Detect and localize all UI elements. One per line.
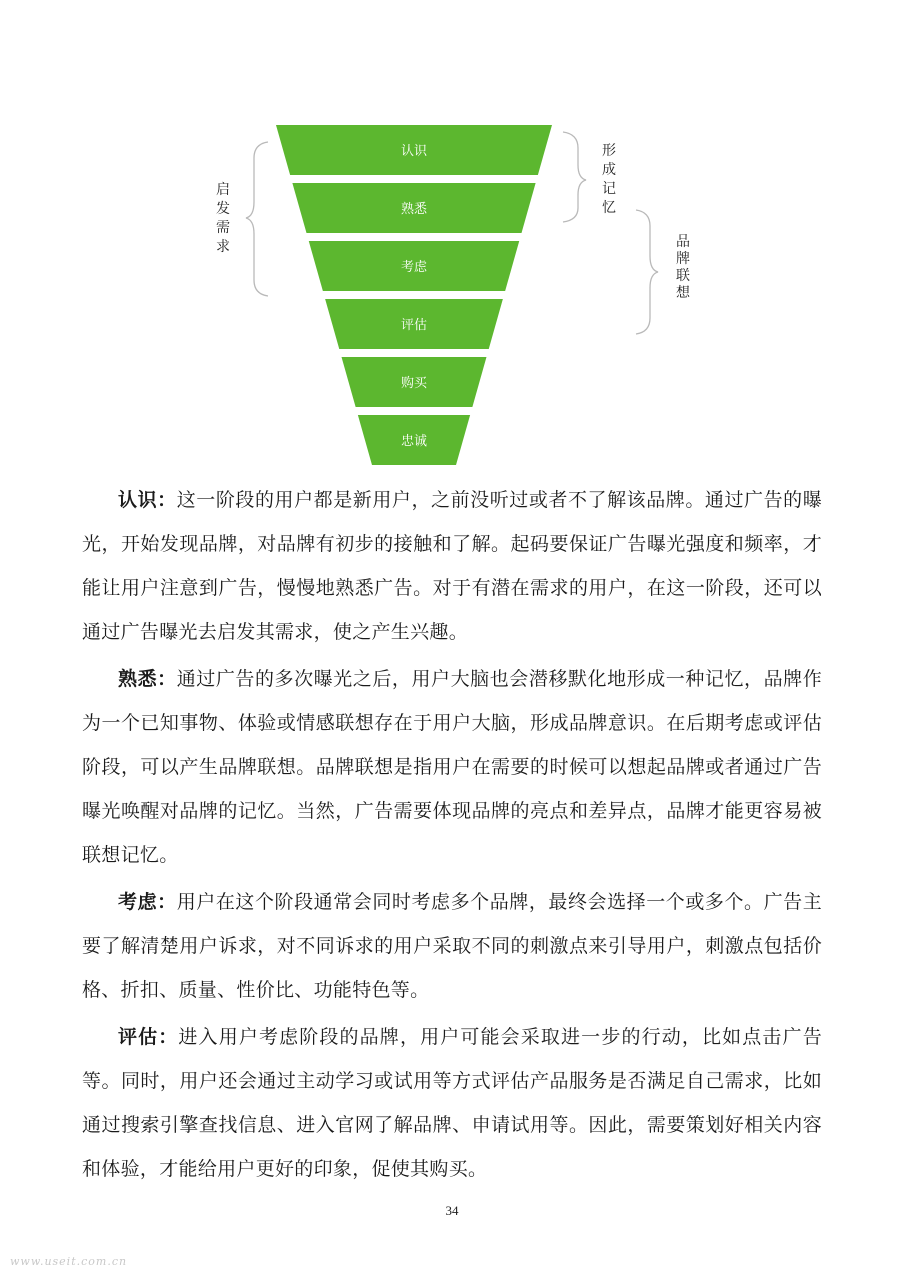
paragraph-pinggu [82,1015,822,1191]
left-bracket-label: 启发需求 [216,182,230,255]
right-lower-bracket [636,210,658,334]
left-bracket [246,142,268,296]
paragraph-text: 通过广告的多次曝光之后，用户大脑也会潜移默化地形成一种记忆，品牌作为一个已知事物、体验或情感联想存在于用户大脑，形成品牌意识。在后期考虑或评估阶段，可以产生品牌联想。品牌联想是指用户在需要的时候可以想起品牌或者通过广告曝光唤醒对品牌的记忆。当然，广告需要体现品牌的亮点和差异点，品牌才能更容易被联想记忆。 [82,668,823,866]
funnel-stage-label: 熟悉 [400,202,428,217]
paragraph-text: 用户在这个阶段通常会同时考虑多个品牌，最终会选择一个或多个。广告主要了解清楚用户诉求，对不同诉求的用户采取不同的刺激点来引导用户，刺激点包括价格、折扣、质量、性价比、功能特色等。 [82,891,823,1001]
funnel-stage-label: 购买 [400,376,428,391]
funnel-stage-label: 认识 [400,144,428,159]
funnel-stages [276,125,552,465]
paragraph-heading: 评估： [118,1026,179,1048]
paragraph-heading: 认识： [118,489,177,511]
right-lower-label: 品牌联想 [676,234,690,301]
paragraph-text: 这一阶段的用户都是新用户，之前没听过或者不了解该品牌。通过广告的曝光，开始发现品牌，对品牌有初步的接触和了解。起码要保证广告曝光强度和频率，才能让用户注意到广告，慢慢地熟悉广告。对于有潜在需求的用户，在这一阶段，还可以通过广告曝光去启发其需求，使之产生兴趣。 [82,489,823,643]
paragraph-text: 进入用户考虑阶段的品牌，用户可能会采取进一步的行动，比如点击广告等。同时，用户还会通过主动学习或试用等方式评估产品服务是否满足自己需求，比如通过搜索引擎查找信息、进入官网了解品牌、申请试用等。因此，需要策划好相关内容和体验，才能给用户更好的印象，促使其购买。 [82,1026,822,1180]
paragraph-heading: 考虑： [118,891,177,913]
paragraph-heading: 熟悉： [118,668,177,690]
right-upper-bracket [563,132,586,222]
right-upper-label: 形成记忆 [602,143,616,216]
page-number: 34 [445,1203,459,1218]
funnel-stage-label: 忠诚 [400,434,428,449]
funnel-stage-label: 评估 [400,318,428,333]
body-text [82,478,822,1194]
paragraph-shuxi [82,657,822,877]
paragraph-renshi [82,478,822,654]
watermark: www.useit.com.cn [10,1255,128,1268]
funnel-diagram [0,0,904,470]
funnel-stage-label: 考虑 [400,260,428,275]
paragraph-kaolv [82,880,822,1012]
